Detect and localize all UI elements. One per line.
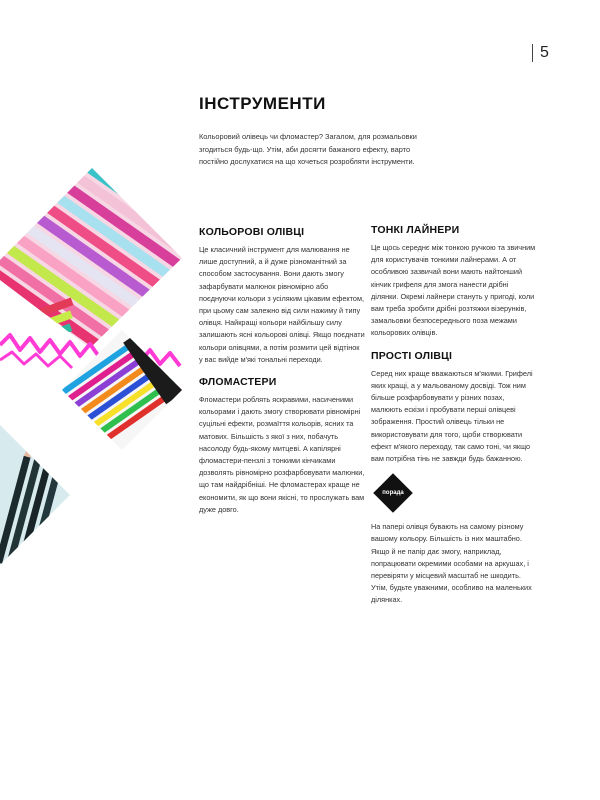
advice-badge-label: порада (382, 490, 404, 497)
advice-text: На папері олівця бувають на самому різному вашому кольору. Більшість із них маштабно. Якщо й не папір дає змогу, наприклад, попрацювати окремими особами на аркушах, і перевіряти у місцевий масштаб не шкодить. Утім, будьте уважними, особливо на маленьких ділянках. (371, 522, 532, 605)
simple-pencils-text: Серед них краще вважаються м'якими. Грифелі яких кращі, а у мальованому досвіді. Тож ним більше розфарбовувати у різних позах, малюють ескізи і пробувати перші олівцеві зображення. Простий олівець тільки не використовувати для того, щоби створювати ефект м'якого переходу, так само тоні, чи якщо вам потрібна тінь не завжди будь бажанною. (371, 368, 533, 464)
intro-paragraph: Кольоровий олівець чи фломастер? Загалом, для розмальовки згодиться будь-що. Утім, аби досягти бажаного ефекту, варто постійно дослухатися на що хочеться розробляти інструменти. (199, 132, 417, 167)
fine-liners-heading: ТОНКІ ЛАЙНЕРИ (371, 224, 460, 236)
graphite-pencils-photo (0, 425, 75, 573)
left-column (199, 226, 365, 516)
colored-pencils-text: Це класичний інструмент для малювання не лише доступний, а й дуже різноманітний за способом застосування. Вони дають змогу зафарбувати малюнок рівномірно або поєднуючи кольори з усіляким цікавим ефектом, при цьому сам залежно від сили нажиму й типу олівця. Найкращі кольори найбільшу силу залишають ясні кольорові олівці. Якщо поєднати кольори олівцями, а потім розмити цей відтінок у вас вийде м'які тональні переходи. (199, 245, 365, 364)
tools-photo-collage (0, 160, 200, 620)
markers-text: Фломастери роблять яскравими, насиченими кольорами і дають змогу створювати рівномірні суцільні ефекти, розмаїття кольорів, ясних та матових. Більшість з якої з них, побачуть насолоду будь-якому митцеві. А капілярні фломастери-пензлі з тонкими кінчиками дозволять рівномірно розфарбовувати малюнки, що там найдрібніші. Не фломастерах краще не економити, як що вони якісні, то прослужать вам дуже довго. (199, 395, 365, 514)
colored-pencils-photo (0, 160, 200, 364)
right-column (371, 224, 536, 607)
page-title: ІНСТРУМЕНТИ (199, 94, 326, 113)
markers-heading: ФЛОМАСТЕРИ (199, 376, 277, 389)
simple-pencils-heading: ПРОСТІ ОЛІВЦІ (371, 349, 453, 362)
fine-liners-text: Це щось середнє між тонкою ручкою та звичним для користувачів тонкими лайнерами. А от особливою зазвичай вони мають найтонший кінчик грифеля для змога нанести дрібні ділянки. Окремі лайнери стануть у пригоді, коли вам треба зробити дрібні розтяжки візерунків, замальовки безпосереднього поза межами кольорових олівців. (371, 243, 536, 338)
page-number: 5 (532, 44, 549, 62)
advice-badge (373, 473, 413, 513)
colored-pencils-heading: КОЛЬОРОВІ ОЛІВЦІ (199, 226, 305, 238)
markers-photo (58, 326, 191, 455)
